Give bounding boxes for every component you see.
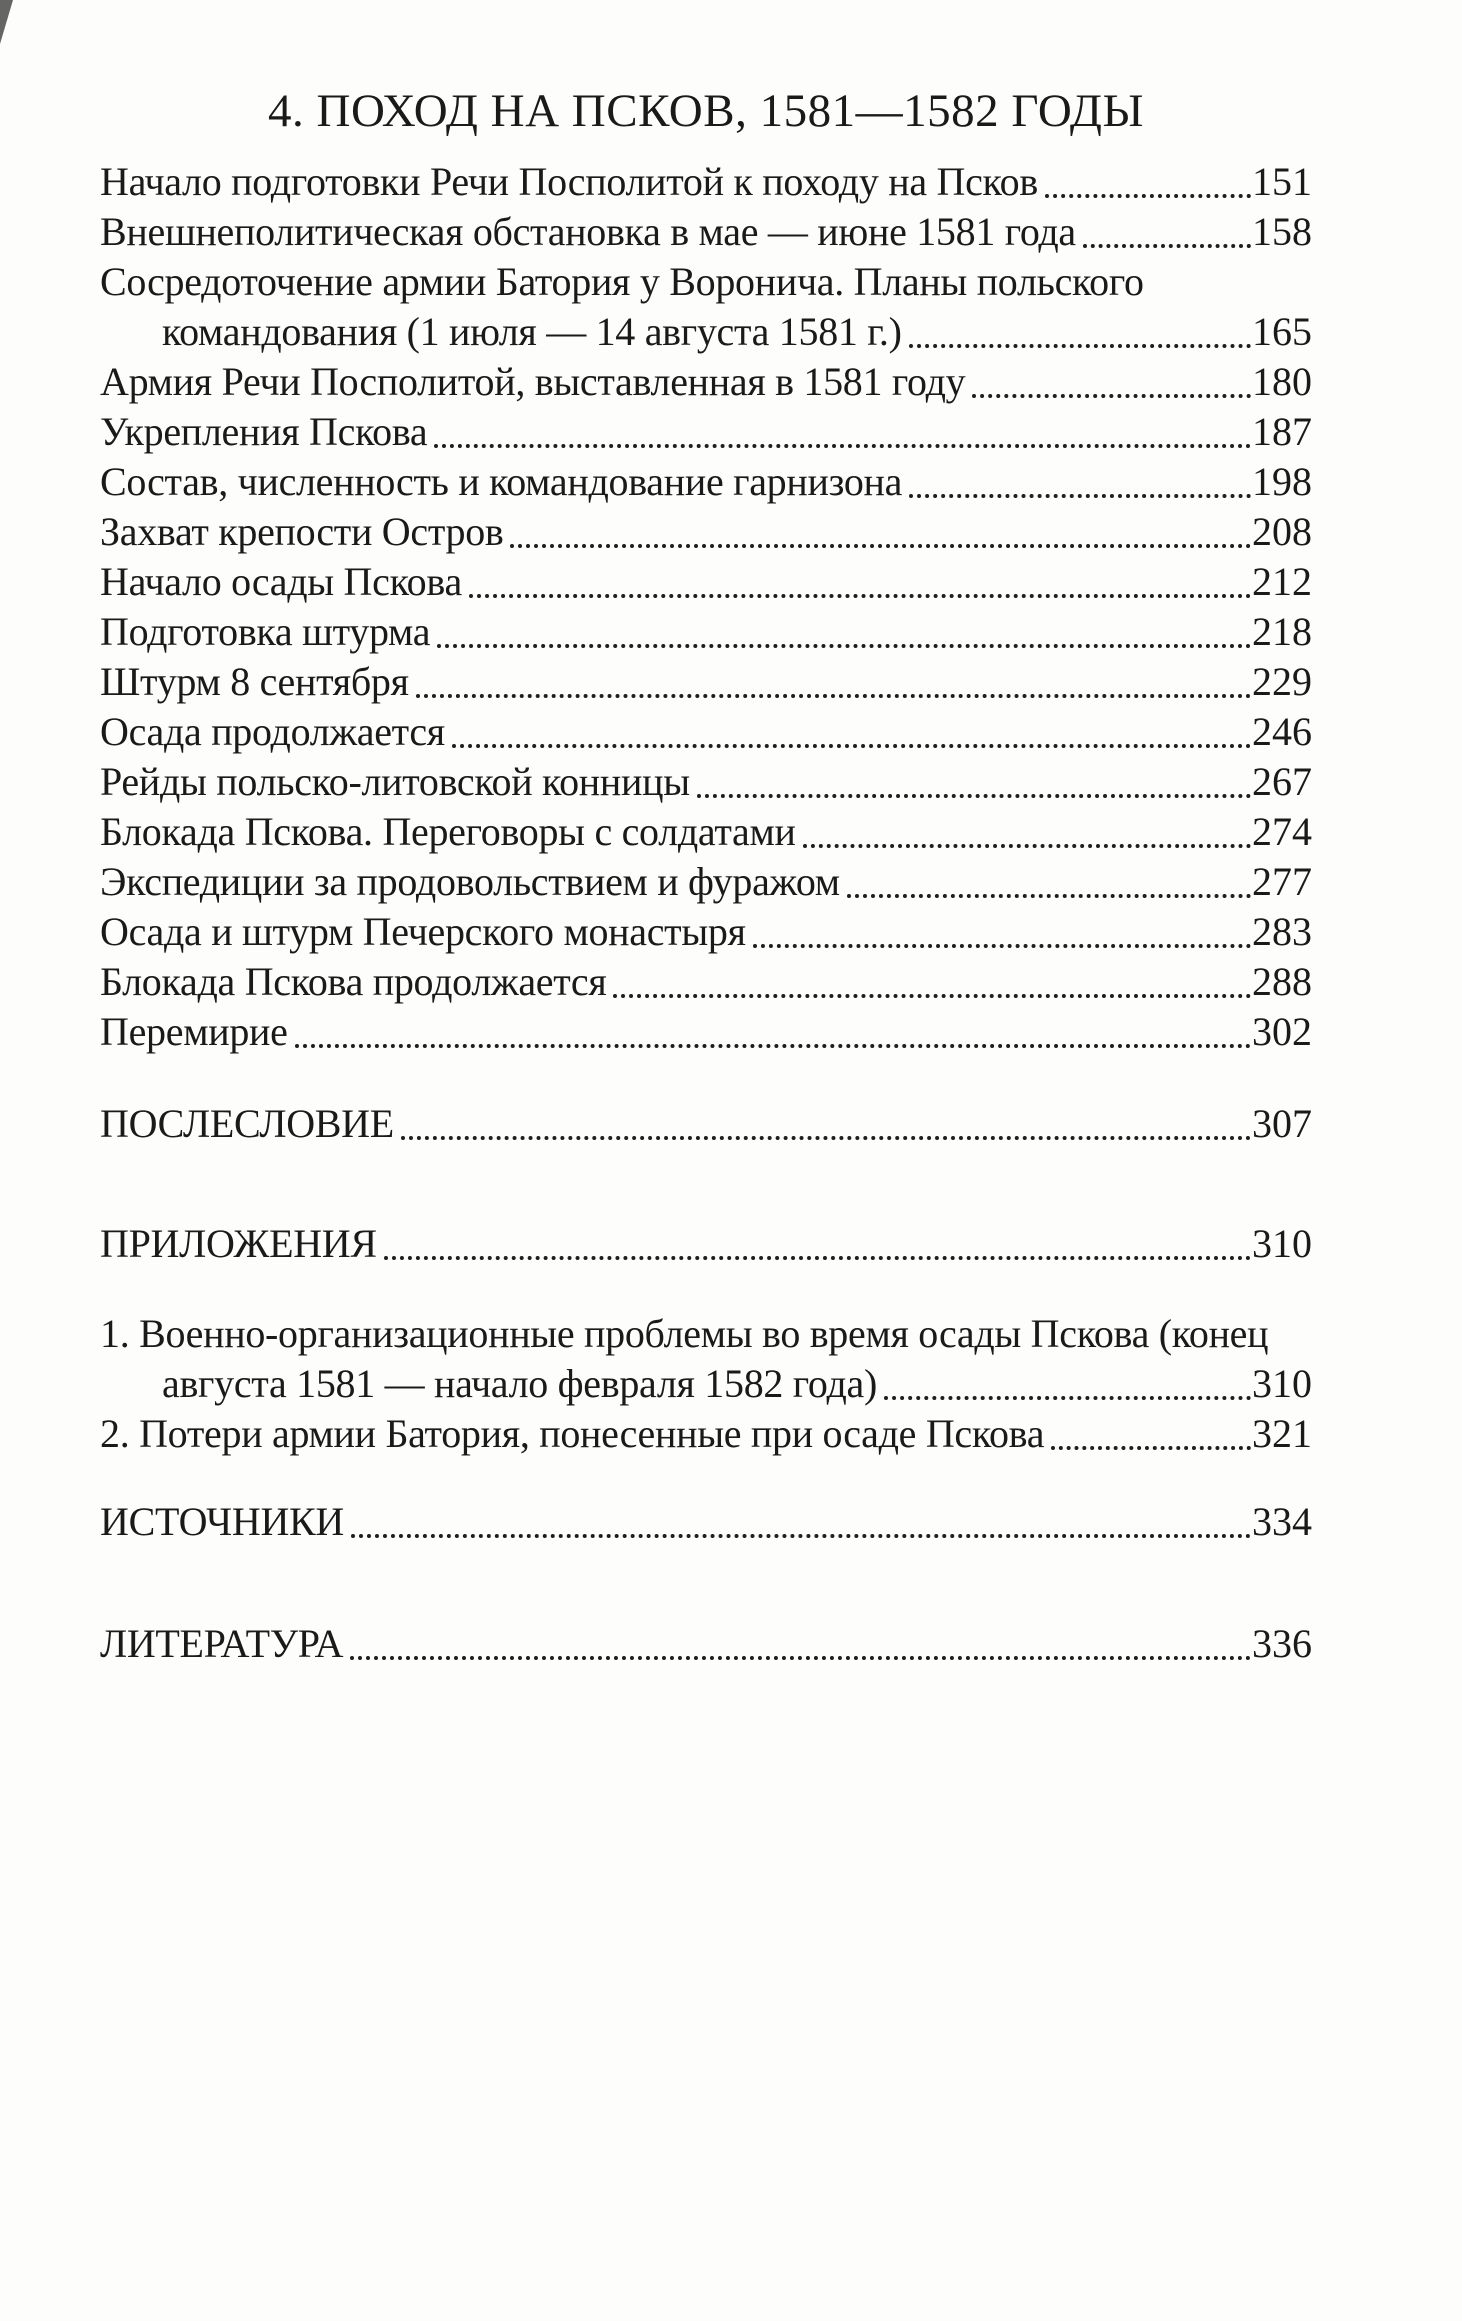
toc-entry xyxy=(100,157,1312,207)
dot-leader xyxy=(437,607,1251,648)
dot-leader xyxy=(351,1497,1251,1538)
toc-entry xyxy=(100,707,1312,757)
appendix-list xyxy=(100,1309,1312,1459)
dot-leader xyxy=(401,1099,1251,1140)
appendix-entry xyxy=(100,1409,1312,1459)
dot-leader xyxy=(613,957,1251,998)
toc-entry xyxy=(100,557,1312,607)
dot-leader xyxy=(469,557,1251,598)
dot-leader xyxy=(847,857,1251,898)
toc-entry xyxy=(100,757,1312,807)
toc-entry-label: Укрепления Пскова xyxy=(100,409,428,454)
toc-entry-page: 212 xyxy=(1252,559,1312,604)
appendix-entry-continuation xyxy=(100,1359,1312,1409)
toc-entry-page: 274 xyxy=(1252,809,1312,854)
toc-entry-label: Внешнеполитическая обстановка в мае — июне 1581 года xyxy=(100,209,1076,254)
page-content xyxy=(100,0,1312,1669)
toc-entry-label: Перемирие xyxy=(100,1009,288,1054)
dot-leader xyxy=(697,757,1251,798)
toc-entry-label: командования (1 июля — 14 августа 1581 г.) xyxy=(162,309,902,354)
section-page: 307 xyxy=(1252,1101,1312,1146)
dot-leader xyxy=(295,1007,1251,1048)
toc-entry-page: 218 xyxy=(1252,609,1312,654)
toc-entry-page: 229 xyxy=(1252,659,1312,704)
dot-leader xyxy=(1051,1409,1251,1450)
section-page: 336 xyxy=(1252,1621,1312,1666)
toc-entry-label: Начало осады Пскова xyxy=(100,559,462,604)
toc-entry-label: Состав, численность и командование гарнизона xyxy=(100,459,903,504)
toc-entry-page: 288 xyxy=(1252,959,1312,1004)
dot-leader xyxy=(452,707,1251,748)
toc-entry-label: Штурм 8 сентября xyxy=(100,659,409,704)
section-page: 334 xyxy=(1252,1499,1312,1544)
toc-entry-page: 246 xyxy=(1252,709,1312,754)
dot-leader xyxy=(1083,207,1251,248)
section-afterword xyxy=(100,1099,1312,1149)
toc-entry-label: Начало подготовки Речи Посполитой к походу на Псков xyxy=(100,159,1038,204)
dot-leader xyxy=(384,1219,1251,1260)
appendix-entry-label: 1. Военно-организационные проблемы во время осады Пскова (конец xyxy=(100,1311,1269,1356)
dot-leader xyxy=(753,907,1251,948)
dot-leader xyxy=(416,657,1251,698)
dot-leader xyxy=(1045,157,1251,198)
section-page: 310 xyxy=(1252,1221,1312,1266)
toc-entry xyxy=(100,957,1312,1007)
section-appendices xyxy=(100,1219,1312,1269)
toc-entry xyxy=(100,607,1312,657)
toc-entry xyxy=(100,257,1312,307)
toc-entry-label: Блокада Пскова продолжается xyxy=(100,959,607,1004)
toc-entry-label: Сосредоточение армии Батория у Воронича. Планы польского xyxy=(100,259,1144,304)
toc-entry xyxy=(100,857,1312,907)
appendix-entry-label: августа 1581 — начало февраля 1582 года) xyxy=(162,1361,877,1406)
toc-entry-page: 165 xyxy=(1252,309,1312,354)
toc-entry-page: 302 xyxy=(1252,1009,1312,1054)
toc-entry-label: Захват крепости Остров xyxy=(100,509,504,554)
toc-entry xyxy=(100,807,1312,857)
toc xyxy=(100,157,1312,1057)
appendix-entry-page: 321 xyxy=(1252,1411,1312,1456)
toc-entry xyxy=(100,907,1312,957)
toc-entry-label: Осада продолжается xyxy=(100,709,445,754)
toc-entry-label: Блокада Пскова. Переговоры с солдатами xyxy=(100,809,796,854)
toc-entry-page: 187 xyxy=(1252,409,1312,454)
toc-entry-page: 158 xyxy=(1252,209,1312,254)
toc-entry-page: 208 xyxy=(1252,509,1312,554)
dot-leader xyxy=(434,407,1251,448)
toc-entry-page: 277 xyxy=(1252,859,1312,904)
toc-entry xyxy=(100,407,1312,457)
toc-entry xyxy=(100,357,1312,407)
toc-entry-page: 283 xyxy=(1252,909,1312,954)
dot-leader xyxy=(909,457,1251,498)
appendix-entry-label: 2. Потери армии Батория, понесенные при осаде Пскова xyxy=(100,1411,1045,1456)
toc-entry-label: Армия Речи Посполитой, выставленная в 1581 году xyxy=(100,359,966,404)
toc-entry-label: Осада и штурм Печерского монастыря xyxy=(100,909,746,954)
toc-entry xyxy=(100,657,1312,707)
toc-entry xyxy=(100,207,1312,257)
chapter-title: 4. ПОХОД НА ПСКОВ, 1581—1582 ГОДЫ xyxy=(268,85,1144,137)
dot-leader xyxy=(510,507,1251,548)
toc-entry xyxy=(100,507,1312,557)
dot-leader xyxy=(350,1619,1251,1660)
dot-leader xyxy=(803,807,1251,848)
dot-leader xyxy=(972,357,1251,398)
toc-entry-continuation xyxy=(100,307,1312,357)
dot-leader xyxy=(884,1359,1251,1400)
toc-entry-label: Подготовка штурма xyxy=(100,609,431,654)
section-literature xyxy=(100,1619,1312,1669)
toc-entry-page: 151 xyxy=(1252,159,1312,204)
toc-entry xyxy=(100,457,1312,507)
toc-entry-page: 267 xyxy=(1252,759,1312,804)
section-label: ЛИТЕРАТУРА xyxy=(100,1621,344,1666)
section-sources xyxy=(100,1497,1312,1547)
section-label: ИСТОЧНИКИ xyxy=(100,1499,344,1544)
toc-entry xyxy=(100,1007,1312,1057)
section-label: ПОСЛЕСЛОВИЕ xyxy=(100,1101,394,1146)
section-label: ПРИЛОЖЕНИЯ xyxy=(100,1221,377,1266)
toc-entry-label: Экспедиции за продовольствием и фуражом xyxy=(100,859,840,904)
toc-entry-page: 180 xyxy=(1252,359,1312,404)
toc-entry-label: Рейды польско-литовской конницы xyxy=(100,759,690,804)
toc-entry-page: 198 xyxy=(1252,459,1312,504)
appendix-entry-page: 310 xyxy=(1252,1361,1312,1406)
dot-leader xyxy=(909,307,1251,348)
appendix-entry xyxy=(100,1309,1312,1359)
scan-corner-artifact xyxy=(0,0,13,44)
